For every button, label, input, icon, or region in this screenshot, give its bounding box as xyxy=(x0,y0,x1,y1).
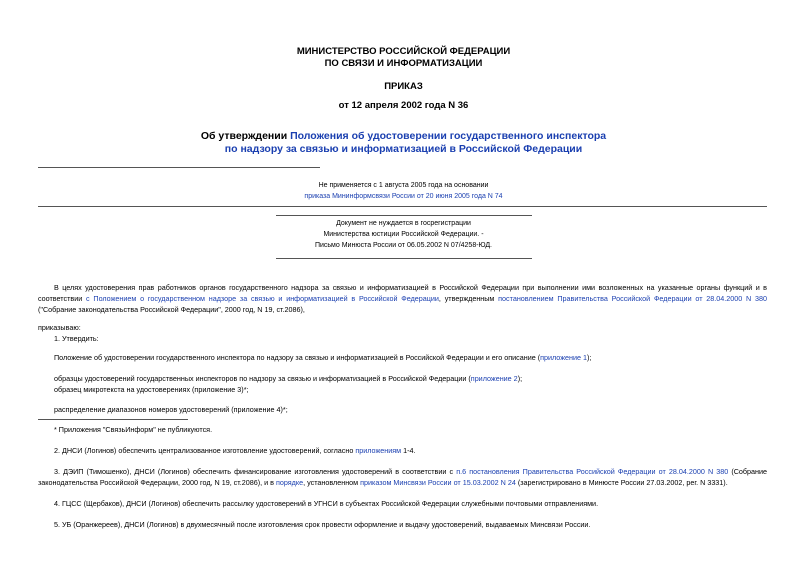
item3-link-procedure[interactable]: порядке xyxy=(275,478,304,487)
item3-text-3: , установленном xyxy=(303,478,361,487)
item3-text-4: (зарегистрировано в Минюсте России 27.03.2002, рег. N 3331). xyxy=(515,478,728,487)
divider-top-short xyxy=(38,167,320,168)
footnote: * Приложения "СвязьИнформ" не публикуются. xyxy=(54,425,213,434)
item2-link[interactable]: приложениям xyxy=(355,446,402,455)
notice2-line1: Документ не нуждается в госрегистрации xyxy=(336,220,471,227)
order-word: приказываю: xyxy=(38,323,81,332)
intro-link-resolution[interactable]: постановлением Правительства Российской Федерации от 28.04.2000 N 380 xyxy=(498,294,767,303)
doc-title-prefix: Об утверждении xyxy=(200,130,291,142)
ministry-line1: МИНИСТЕРСТВО РОССИЙСКОЙ ФЕДЕРАЦИИ xyxy=(296,46,511,57)
item3 xyxy=(38,466,767,488)
item2-end: 1-4. xyxy=(401,446,416,455)
item1-heading: 1. Утвердить: xyxy=(54,334,99,343)
divider-full xyxy=(38,206,767,207)
notice2-line2: Министерства юстиции Российской Федерации. - xyxy=(323,231,484,238)
item5: 5. УБ (Оранжереев), ДНСИ (Логинов) в двухмесячный после изготовления срок провести оформление и выдачу удостоверений, выдаваемых Минсвязи России. xyxy=(54,520,591,529)
item1-a-end: ); xyxy=(587,353,592,362)
item3-link-order[interactable]: приказом Минсвязи России от 15.03.2002 N 24 xyxy=(360,478,516,487)
item3-text-2: (Собрание законодательства Российской Федерации, 2000 год, N 19, ст.2086), и в xyxy=(38,467,768,487)
item3-link-resolution[interactable]: п.6 постановления Правительства Российской Федерации от 28.04.2000 N 380 xyxy=(456,467,729,476)
divider-notice2-top xyxy=(276,215,532,216)
item1-b-end: ); xyxy=(517,374,523,383)
intro-text-1: В целях удостоверения прав работников органов государственного надзора за связью и информатизацией в Российской Федерации при выполнении ими возложенных на указанные органы функций и в соответствии xyxy=(38,283,767,303)
notice1-line1: Не применяется с 1 августа 2005 года на основании xyxy=(318,182,489,189)
intro-link-regulation[interactable]: с Положением о государственном надзоре за связью и информатизацией в Российской Федерации xyxy=(86,294,439,303)
item4: 4. ГЦСС (Щербаков), ДНСИ (Логинов) обеспечить рассылку удостоверений в УГНСИ в субъектах Российской Федерации служебными почтовыми отправлениями. xyxy=(54,499,599,508)
item1-a xyxy=(54,352,767,363)
doc-title-line1 xyxy=(0,130,807,143)
item3-text-1: 3. ДЭИП (Тимошенко), ДНСИ (Логинов) обеспечить финансирование изготовления удостоверений в соответствии с xyxy=(54,467,454,476)
doc-title-line2 xyxy=(0,143,807,156)
notice1-link[interactable]: приказа Мининформсвязи России от 20 июня 2005 года N 74 xyxy=(304,193,503,200)
intro-paragraph xyxy=(38,282,767,315)
divider-notice2-bottom xyxy=(276,258,532,259)
intro-text-3: ("Собрание законодательства Российской Федерации", 2000 год, N 19, ст.2086), xyxy=(38,305,305,314)
notice2-line3: Письмо Минюста России от 06.05.2002 N 07/4258-ЮД. xyxy=(314,242,493,249)
item1-a-text: Положение об удостоверении государственного инспектора по надзору за связью и информатизацией в Российской Федерации и его описание ( xyxy=(54,353,541,362)
footnote-divider xyxy=(38,419,188,420)
item1-c: образец микротекста на удостоверениях (приложение 3)*; xyxy=(54,385,249,394)
doc-date-number: от 12 апреля 2002 года N 36 xyxy=(338,100,469,111)
ministry-line2: ПО СВЯЗИ И ИНФОРМАТИЗАЦИИ xyxy=(324,58,483,69)
item1-b-link[interactable]: приложение 2 xyxy=(470,374,518,383)
item2 xyxy=(54,445,767,456)
doc-title-link-2[interactable]: по надзору за связью и информатизацией в Российской Федерации xyxy=(224,143,583,155)
intro-text-2: , утвержденным xyxy=(438,294,495,303)
item2-text: 2. ДНСИ (Логинов) обеспечить централизованное изготовление удостоверений, согласно xyxy=(54,446,356,455)
item1-b xyxy=(54,373,767,384)
item1-a-link[interactable]: приложение 1 xyxy=(540,353,587,362)
doc-type: ПРИКАЗ xyxy=(384,81,423,92)
item1-b-text: образцы удостоверений государственных инспекторов по надзору за связью и информатизацией в Российской Федерации ( xyxy=(54,374,471,383)
doc-title-link-1[interactable]: Положения об удостоверении государственного инспектора xyxy=(290,130,607,142)
item1-d: распределение диапазонов номеров удостоверений (приложение 4)*; xyxy=(54,405,288,414)
